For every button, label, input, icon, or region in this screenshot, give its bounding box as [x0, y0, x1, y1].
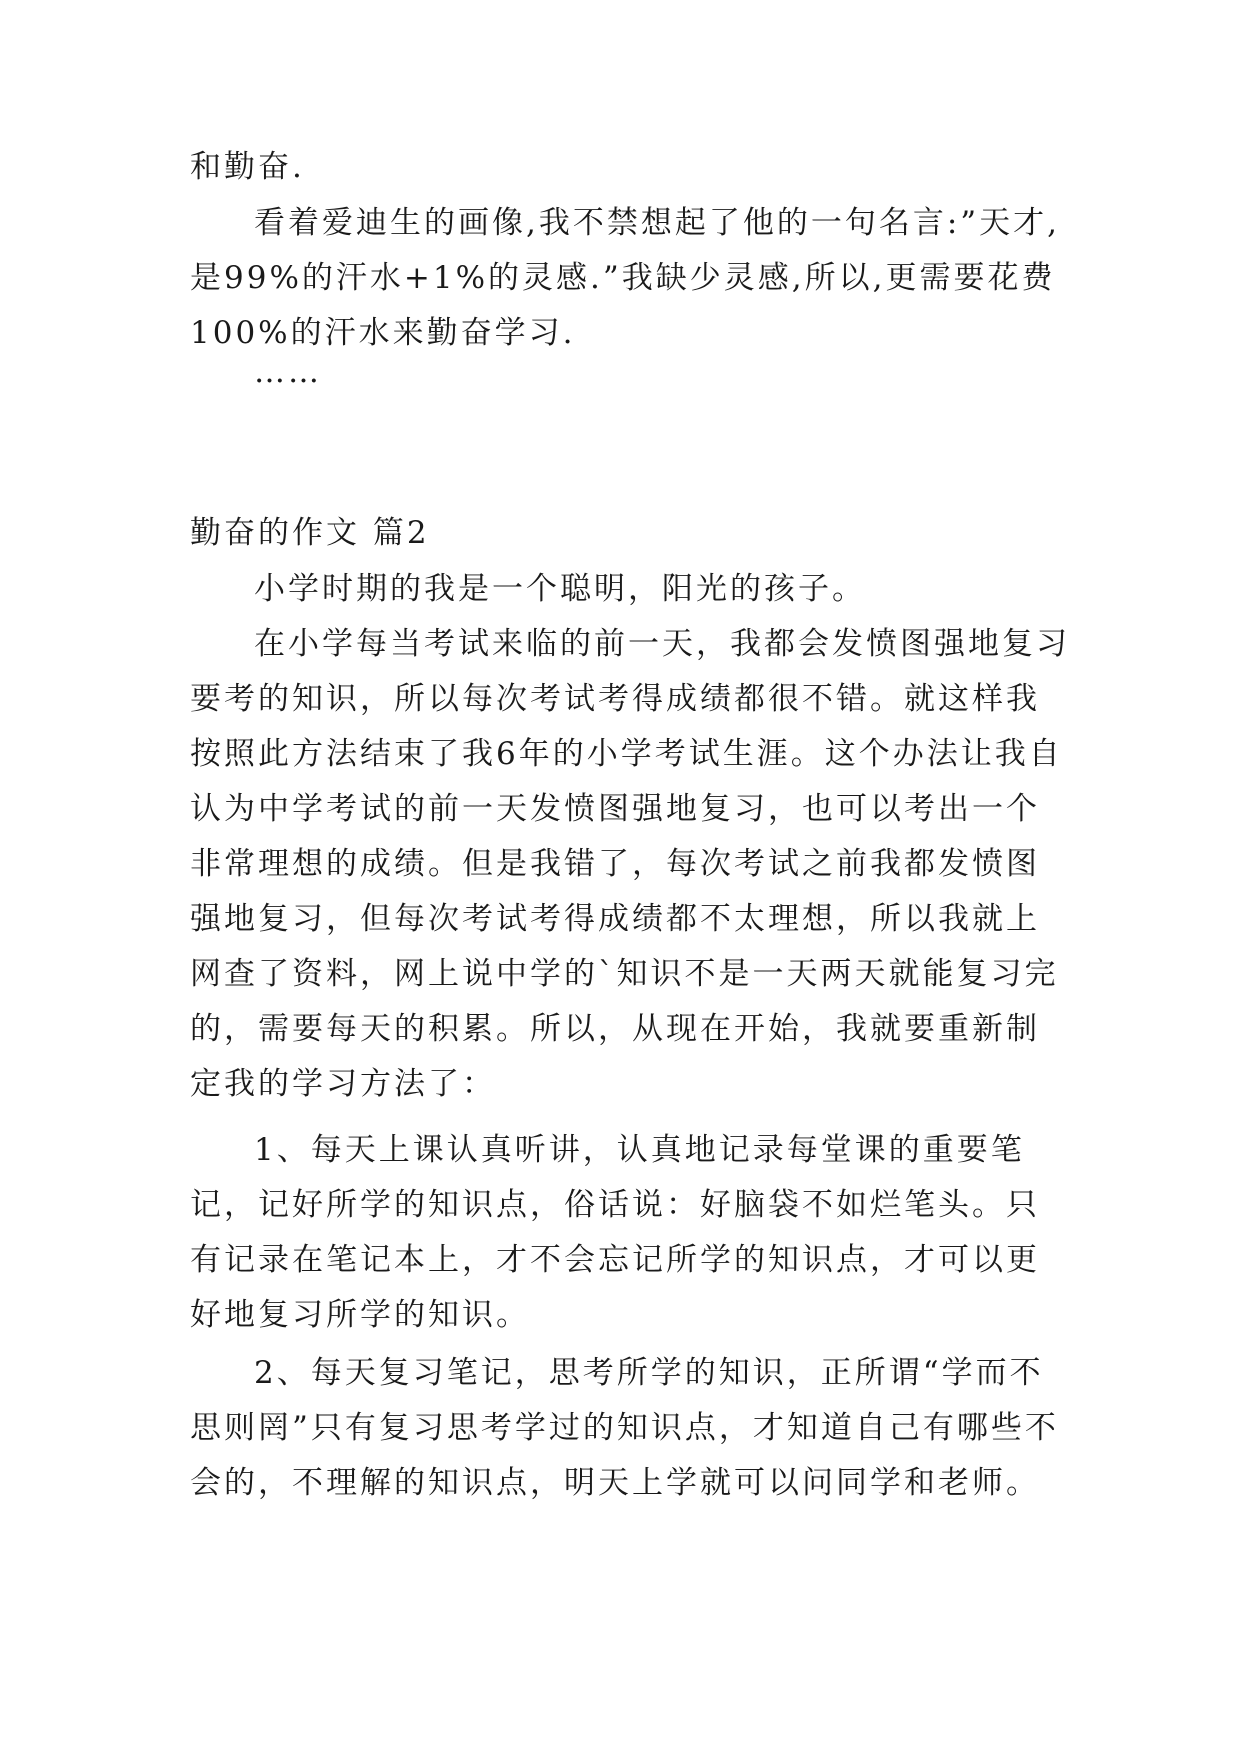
- ellipsis-line: ……: [254, 354, 322, 390]
- paragraph-1: 小学时期的我是一个聪明，阳光的孩子。: [254, 571, 866, 607]
- paragraph-4: 2、每天复习笔记，思考所学的知识，正所谓“学而不思则罔”只有复习思考学过的知识点，才知道自己有哪些不会的，不理解的知识点，明天上学就可以问同学和老师。: [190, 1355, 1059, 1501]
- intro-continuation-line: 和勤奋.: [190, 149, 305, 185]
- edison-quote-paragraph: 看着爱迪生的画像,我不禁想起了他的一句名言:”天才,是99%的汗水+1%的灵感.”我缺少灵感,所以,更需要花费100%的汗水来勤奋学习.: [190, 205, 1060, 351]
- section-title: 勤奋的作文 篇2: [190, 515, 430, 551]
- paragraph-2: 在小学每当考试来临的前一天，我都会发愤图强地复习要考的知识，所以每次考试考得成绩都很不错。就这样我按照此方法结束了我6年的小学考试生涯。这个办法让我自认为中学考试的前一天发愤图强地复习，也可以考出一个非常理想的成绩。但是我错了，每次考试之前我都发愤图强地复习，但每次考试考得成绩都不太理想，所以我就上网查了资料，网上说中学的`知识不是一天两天就能复习完的，需要每天的积累。所以，从现在开始，我就要重新制定我的学习方法了：: [190, 626, 1070, 1102]
- paragraph-3: 1、每天上课认真听讲，认真地记录每堂课的重要笔记，记好所学的知识点，俗话说：好脑袋不如烂笔头。只有记录在笔记本上，才不会忘记所学的知识点，才可以更好地复习所学的知识。: [190, 1132, 1040, 1333]
